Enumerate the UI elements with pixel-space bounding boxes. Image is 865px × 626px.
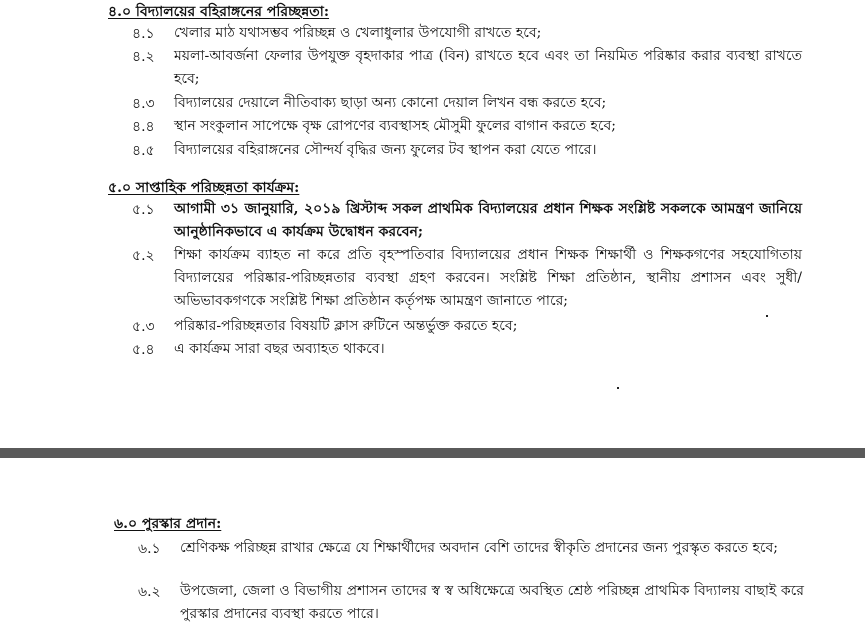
- item-number: ৪.৫: [132, 143, 155, 159]
- item-text: আগামী ৩১ জানুয়ারি, ২০১৯ খ্রিস্টাব্দ সকল প্রাথমিক বিদ্যালয়ের প্রধান শিক্ষক সংশ্লিষ্ট সকলকে আমন্ত্রণ জানিয়ে আনুষ্ঠানিকভাবে এ কার্যক্রম উদ্বোধন করবেন;: [174, 201, 802, 240]
- item-text: বিদ্যালয়ের বহিরাঙ্গনের সৌন্দর্য বৃদ্ধির জন্য ফুলের টব স্থাপন করা যেতে পারে।: [174, 142, 597, 158]
- item-number: ৫.১: [132, 202, 155, 218]
- item-text: খেলার মাঠ যথাসম্ভব পরিচ্ছন্ন ও খেলাধুলার উপযোগী রাখতে হবে;: [174, 25, 542, 41]
- item-number: ৫.৪: [132, 342, 155, 358]
- item-number: ৪.২: [132, 49, 155, 65]
- item-text: এ কার্যক্রম সারা বছর অব্যাহত থাকবে।: [174, 341, 385, 357]
- section-4-heading: ৪.০ বিদ্যালয়ের বহিরাঙ্গনের পরিচ্ছন্নতা:: [108, 4, 330, 20]
- item-text: শ্রেণিকক্ষ পরিচ্ছন্ন রাখার ক্ষেত্রে যে শিক্ষার্থীদের অবদান বেশি তাদের স্বীকৃতি প্রদানের জন্য পুরস্কৃত করতে হবে;: [180, 540, 778, 556]
- item-number: ৪.১: [132, 26, 155, 42]
- item-text: বিদ্যালয়ের দেয়ালে নীতিবাক্য ছাড়া অন্য কোনো দেয়াল লিখন বন্ধ করতে হবে;: [174, 95, 607, 111]
- item-number: ৫.২: [132, 248, 155, 264]
- item-number: ৪.৪: [132, 119, 155, 135]
- section-5-heading: ৫.০ সাপ্তাহিক পরিচ্ছন্নতা কার্যক্রম:: [108, 180, 300, 196]
- scan-speck: [617, 387, 619, 389]
- section-6-heading: ৬.০ পুরস্কার প্রদান:: [114, 516, 222, 532]
- scan-speck: [766, 315, 768, 317]
- item-number: ৬.১: [138, 541, 161, 557]
- page-separator: [0, 448, 865, 458]
- item-number: ৪.৩: [132, 96, 155, 112]
- item-text: ময়লা-আবর্জনা ফেলার উপযুক্ত বৃহদাকার পাত্র (বিন) রাখতে হবে এবং তা নিয়মিত পরিষ্কার করার ব্যবস্থা রাখতে হবে;: [174, 48, 802, 87]
- document-page-2: [0, 458, 865, 622]
- item-text: শিক্ষা কার্যক্রম ব্যাহত না করে প্রতি বৃহস্পতিবার বিদ্যালয়ের প্রধান শিক্ষক শিক্ষার্থী ও শিক্ষকগণের সহযোগিতায় বিদ্যালয়ের পরিষ্কার-পরিচ্ছন্নতার ব্যবস্থা গ্রহণ করবেন। সংশ্লিষ্ট শিক্ষা প্রতিষ্ঠান, স্থানীয় প্রশাসন এবং সুধী/অভিভাবকগণকে সংশ্লিষ্ট শিক্ষা প্রতিষ্ঠান কর্তৃপক্ষ আমন্ত্রণ জানাতে পারে;: [174, 247, 802, 309]
- item-text: পরিষ্কার-পরিচ্ছন্নতার বিষয়টি ক্লাস রুটিনে অন্তর্ভুক্ত করতে হবে;: [174, 318, 518, 334]
- item-text: উপজেলা, জেলা ও বিভাগীয় প্রশাসন তাদের স্ব স্ব অধিক্ষেত্রে অবস্থিত শ্রেষ্ঠ পরিচ্ছন্ন প্রাথমিক বিদ্যালয় বাছাই করে পুরস্কার প্রদানের ব্যবস্থা করতে পারে।: [180, 583, 804, 622]
- item-number: ৬.২: [138, 584, 161, 600]
- item-text: স্থান সংকুলান সাপেক্ষে বৃক্ষ রোপণের ব্যবস্থাসহ মৌসুমী ফুলের বাগান করতে হবে;: [174, 118, 616, 134]
- item-number: ৫.৩: [132, 319, 155, 335]
